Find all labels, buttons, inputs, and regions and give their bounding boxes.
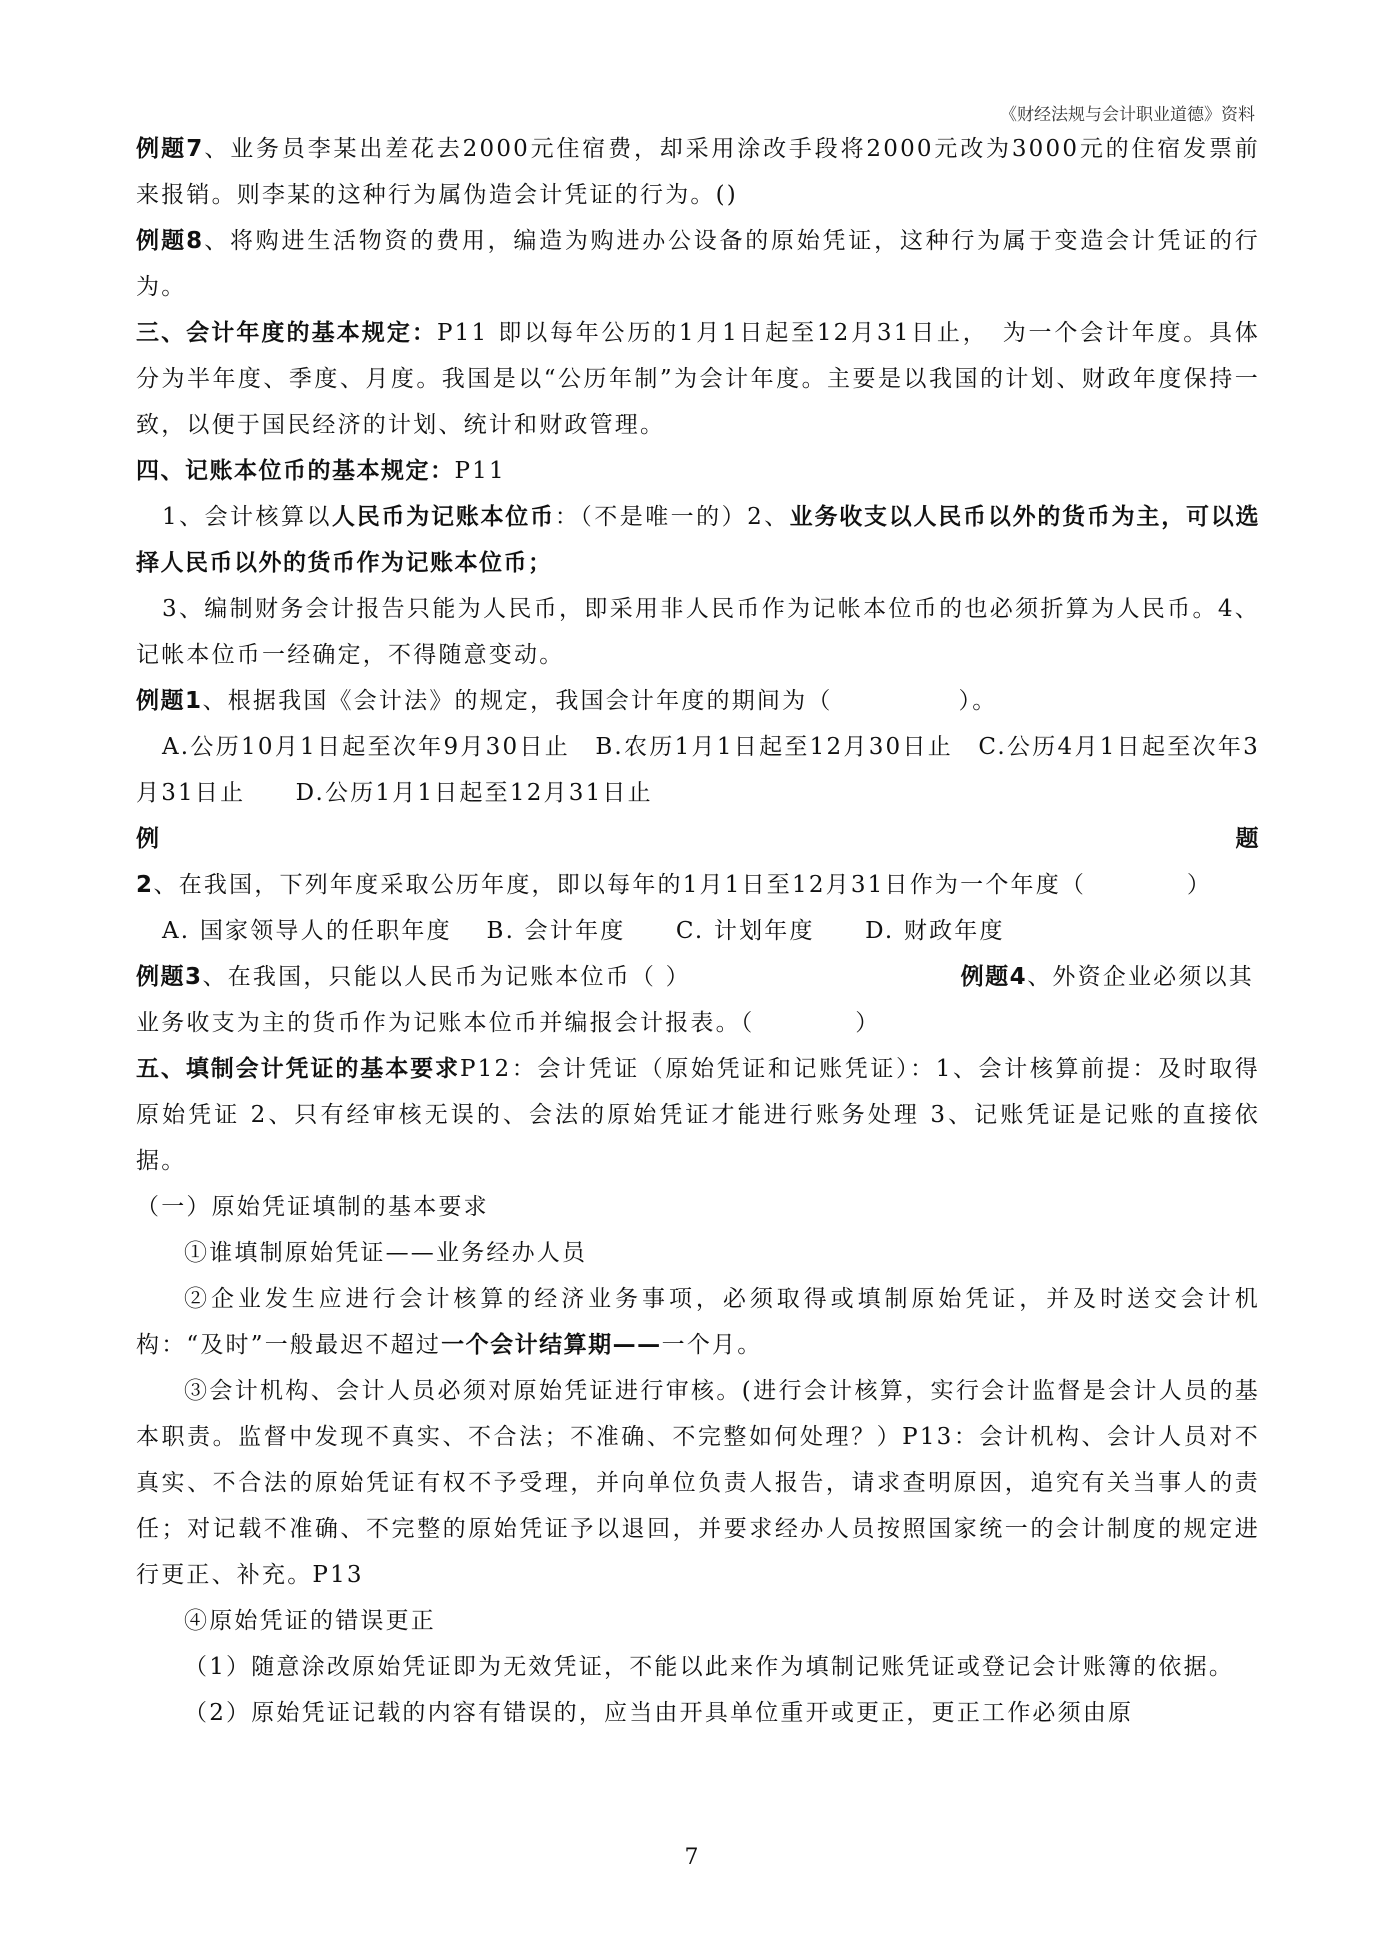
section-5 (136, 1046, 1260, 1184)
question-label: 例题3 (136, 964, 203, 990)
section-text: P11 即以每年公历的1月1日起至12月31日止， 为一个会计年度。具体分为半年度、季度、月度。我国是以“公历年制”为会计年度。主要是以我国的计划、财政年度保持一致，以便于国民经济的计划、统计和财政管理。 (136, 320, 1260, 438)
text-span: 一个月。 (661, 1332, 763, 1358)
example-7 (136, 126, 1260, 218)
question-label: 例题2 (136, 826, 1260, 898)
item-2 (136, 1276, 1260, 1368)
text-span: ：（不是唯一的）2、 (554, 504, 790, 530)
example-text: 、将购进生活物资的费用，编造为购进办公设备的原始凭证，这种行为属于变造会计凭证的行为。 (136, 228, 1260, 300)
question-label: 例题1 (136, 688, 203, 714)
item-4: ④原始凭证的错误更正 (184, 1608, 436, 1634)
emphasis: 一个会计结算期—— (441, 1332, 662, 1358)
emphasis: 业务收支以人民币以外的货币为主，可以选择人民币以外的货币作为记账本位币； (136, 504, 1261, 576)
question-1-options: A.公历10月1日起至次年9月30日止 B.农历1月1日起至12月30日止 C.公历4月1日起至次年3月31日止 D.公历1月1日起至12月31日止 (136, 734, 1260, 806)
item-4-1: （1）随意涂改原始凭证即为无效凭证，不能以此来作为填制记账凭证或登记会计账簿的依据。 (184, 1654, 1235, 1680)
question-label: 例题4 (960, 964, 1028, 990)
text-span: ②企业发生应进行会计核算的经济业务事项，必须取得或填制原始凭证，并及时送交会计机构：“及时”一般最迟不超过 (136, 1286, 1260, 1358)
section-heading: 四、记账本位币的基本规定： (136, 458, 455, 484)
section-heading: 五、填制会计凭证的基本要求 (136, 1056, 460, 1082)
item-1: ①谁填制原始凭证——业务经办人员 (184, 1240, 588, 1266)
question-text: 、在我国，只能以人民币为记账本位币（ ） (202, 964, 691, 990)
section-4-point-3: 3、编制财务会计报告只能为人民币，即采用非人民币作为记帐本位币的也必须折算为人民币。4、记帐本位币一经确定，不得随意变动。 (136, 596, 1260, 668)
example-8 (136, 218, 1260, 310)
question-text: 、在我国，下列年度采取公历年度，即以每年的1月1日至12月31日作为一个年度（ ） (153, 872, 1213, 898)
section-text: P12：会计凭证（原始凭证和记账凭证）：1、会计核算前提：及时取得原始凭证 2、只有经审核无误的、会法的原始凭证才能进行账务处理 3、记账凭证是记账的直接依据。 (136, 1056, 1260, 1174)
questions-3-4 (136, 954, 1260, 1046)
question-2 (136, 816, 1260, 908)
page-body (136, 126, 1260, 1736)
page-number: 7 (684, 1845, 699, 1870)
running-header: 《财经法规与会计职业道德》资料 (1000, 105, 1255, 125)
emphasis: 人民币为记账本位币 (331, 504, 555, 530)
example-label: 例题8 (136, 228, 204, 254)
example-text: 、业务员李某出差花去2000元住宿费，却采用涂改手段将2000元改为3000元的住宿发票前来报销。则李某的这种行为属伪造会计凭证的行为。() (136, 136, 1260, 208)
page-reference: P11 (454, 458, 506, 484)
question-1 (136, 678, 1260, 724)
section-4 (136, 448, 1260, 494)
question-text: 业务收支为主的货币作为记账本位币并编报会计报表。（ ） (136, 1010, 881, 1036)
item-4-2: （2）原始凭证记载的内容有错误的，应当由开具单位重开或更正，更正工作必须由原 (184, 1700, 1134, 1726)
text-span: 1、会计核算以 (162, 504, 332, 530)
question-text: 、外资企业必须以其 (1027, 964, 1254, 990)
question-text: 、根据我国《会计法》的规定，我国会计年度的期间为（ ）。 (202, 688, 998, 714)
section-4-point-1 (136, 494, 1260, 586)
subsection-heading: （一）原始凭证填制的基本要求 (136, 1194, 489, 1220)
section-3 (136, 310, 1260, 448)
item-3: ③会计机构、会计人员必须对原始凭证进行审核。(进行会计核算，实行会计监督是会计人员的基本职责。监督中发现不真实、不合法；不准确、不完整如何处理？）P13：会计机构、会计人员对不真实、不合法的原始凭证有权不予受理，并向单位负责人报告，请求查明原因，追究有关当事人的责任；对记载不准确、不完整的原始凭证予以退回，并要求经办人员按照国家统一的会计制度的规定进行更正、补充。P13 (136, 1378, 1260, 1588)
question-2-options: A. 国家领导人的任职年度 B. 会计年度 C. 计划年度 D. 财政年度 (162, 918, 1005, 944)
section-heading: 三、会计年度的基本规定： (136, 320, 437, 346)
example-label: 例题7 (136, 136, 204, 162)
